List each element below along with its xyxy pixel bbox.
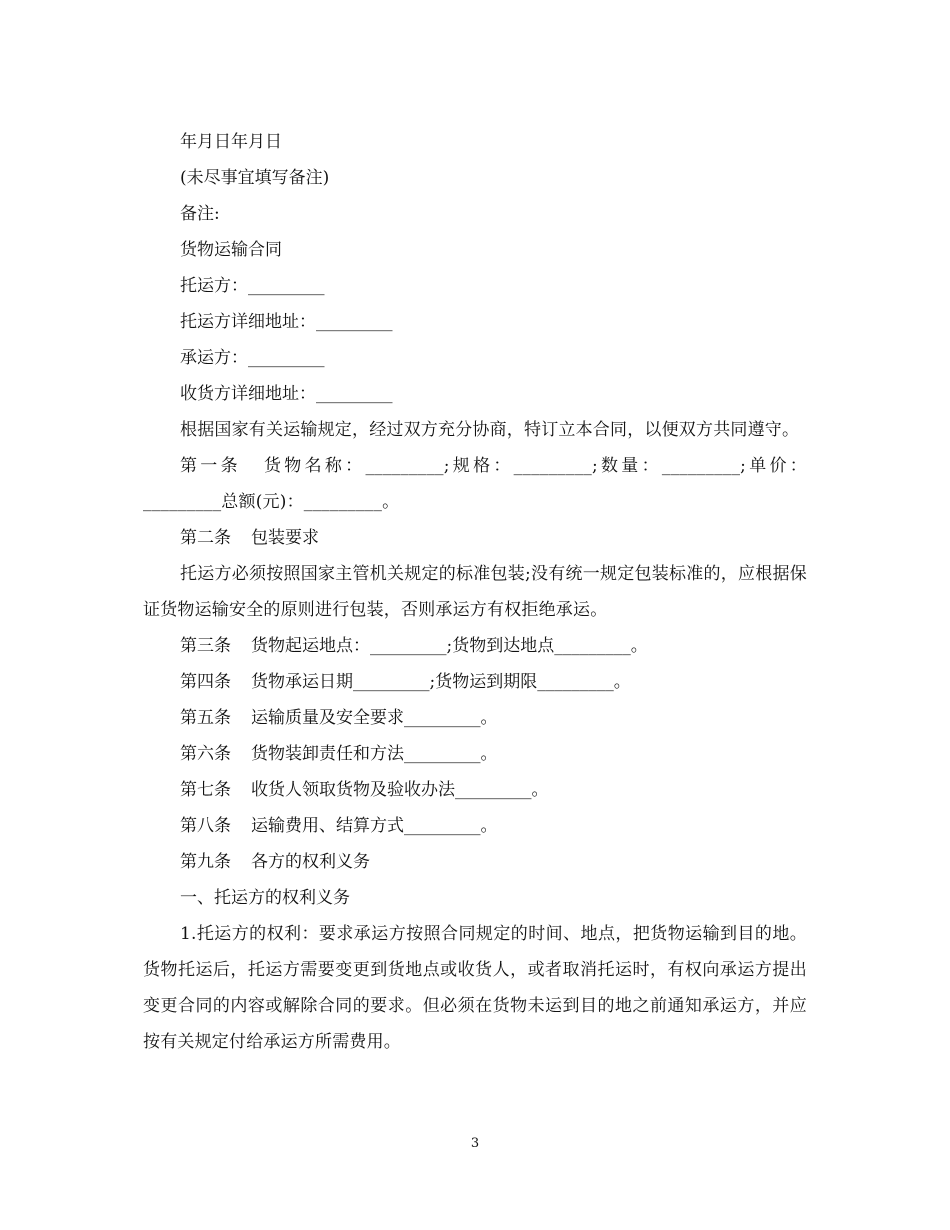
contract-title: 货物运输合同 [180,240,282,260]
consignee-address-line: 收货方详细地址：_________ [180,384,393,404]
article-2-title: 包装要求 [251,528,319,548]
article-6-number: 第六条 [180,744,231,764]
article-4-number: 第四条 [180,672,231,692]
article-3-number: 第三条 [180,636,231,656]
article-2-body: 托运方必须按照国家主管机关规定的标准包装;没有统一规定包装标准的，应根据保证货物运输安全的原则进行包装，否则承运方有权拒绝承运。 [143,564,807,620]
article-8-number: 第八条 [180,816,231,836]
article-1-text: 货物名称：_________;规格：_________;数量：_________;单价：_________总额(元)：_________。 [143,456,807,512]
article-1-number: 第一条 [180,456,241,476]
article-1 [143,448,807,520]
article-4 [143,664,807,700]
article-2-number: 第二条 [180,528,231,548]
article-5-text: 运输质量及安全要求_________。 [251,708,498,728]
article-6 [143,736,807,772]
shipper-address-line: 托运方详细地址：_________ [180,312,393,332]
carrier-line: 承运方：_________ [180,348,325,368]
article-6-text: 货物装卸责任和方法_________。 [251,744,498,764]
preamble-paragraph: 根据国家有关运输规定，经过双方充分协商，特订立本合同，以便双方共同遵守。 [180,420,800,440]
remark-label: 备注: [180,204,220,224]
remark-hint: (未尽事宜填写备注) [180,168,330,188]
article-8-text: 运输费用、结算方式_________。 [251,816,498,836]
article-4-text: 货物承运日期_________;货物运到期限_________。 [251,672,631,692]
article-8 [143,808,807,844]
shipper-line: 托运方：_________ [180,276,325,296]
article-7-number: 第七条 [180,780,231,800]
article-7-text: 收货人领取货物及验收办法_________。 [251,780,549,800]
date-line: 年月日年月日 [180,132,282,152]
page-number: 3 [470,1136,480,1151]
article-5-number: 第五条 [180,708,231,728]
article-9-text: 各方的权利义务 [251,852,370,872]
article-3-text: 货物起运地点：_________;货物到达地点_________。 [251,636,648,656]
article-3 [143,628,807,664]
article-9 [143,844,807,880]
article-2-heading [143,520,807,556]
document-body [143,124,807,1060]
article-5 [143,700,807,736]
article-9-number: 第九条 [180,852,231,872]
shipper-rights-paragraph: 1.托运方的权利：要求承运方按照合同规定的时间、地点，把货物运输到目的地。货物托运后，托运方需要变更到货地点或收货人，或者取消托运时，有权向承运方提出变更合同的内容或解除合同的要求。但必须在货物未运到目的地之前通知承运方，并应按有关规定付给承运方所需费用。 [143,924,807,1052]
section-heading: 一、托运方的权利义务 [180,888,350,908]
article-7 [143,772,807,808]
